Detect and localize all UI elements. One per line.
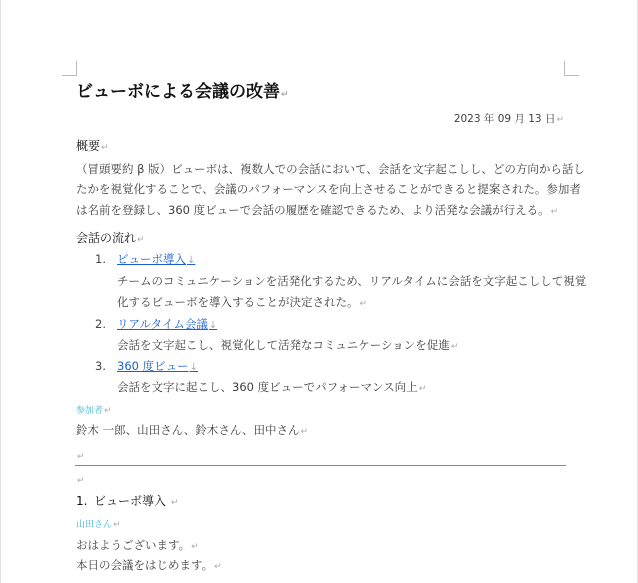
horizontal-rule — [75, 465, 566, 466]
summary-line[interactable]: は名前を登録し、360 度ビューで会話の履歴を確認できるため、より活発な会議が行える。 ↵ — [76, 205, 558, 217]
section-title: ビューボ導入 — [94, 494, 167, 508]
flow-link[interactable]: ビューボ導入 ↓ — [117, 252, 195, 266]
speaker-name[interactable]: 山田さん ↵ — [76, 521, 121, 530]
flow-desc[interactable]: 会話を文字起こし、視覚化して活発なコミュニケーションを促進 ↵ — [117, 340, 458, 352]
speech-line[interactable]: 本日の会議をはじめます。 ↵ — [76, 560, 222, 572]
empty-paragraph — [76, 470, 85, 486]
summary-line[interactable]: （冒頭要約 β 版）ビューボは、複数人での会話において、会話を文字起こしし、どの方向から話し — [76, 162, 585, 176]
flow-desc[interactable]: 化するビューボを導入することが決定された。 ↵ — [117, 297, 367, 309]
speech-line[interactable]: おはようございます。 ↵ — [76, 540, 199, 552]
flow-item-2 — [95, 319, 217, 331]
flow-heading[interactable]: 会話の流れ ↵ — [76, 232, 145, 245]
participants-list[interactable]: 鈴木 一郎、山田さん、鈴木さん、田中さん ↵ — [76, 425, 308, 437]
list-number: 1. — [95, 252, 106, 266]
participants-label[interactable]: 参加者 ↵ — [76, 407, 112, 416]
document-title[interactable]: ビューボによる会議の改善 ↵ — [76, 84, 289, 101]
crop-mark-top-left — [62, 61, 77, 76]
flow-item-1 — [95, 254, 195, 266]
document-date[interactable]: 2023 年 09 月 13 日 ↵ — [454, 114, 564, 125]
list-number: 2. — [95, 317, 106, 331]
section-heading[interactable] — [76, 495, 178, 508]
list-number: 3. — [95, 359, 106, 373]
section-number: 1. — [76, 494, 88, 508]
flow-desc[interactable]: チームのコミュニケーションを活発化するため、リアルタイムに会話を文字起こしして視覚 — [117, 274, 587, 288]
flow-link[interactable]: 360 度ビュー ↓ — [117, 359, 198, 373]
crop-mark-top-right — [564, 61, 579, 76]
flow-item-3 — [95, 361, 198, 373]
empty-paragraph — [76, 446, 85, 462]
flow-link[interactable]: リアルタイム会議 ↓ — [117, 317, 217, 331]
summary-heading[interactable]: 概要 ↵ — [76, 140, 109, 153]
summary-line[interactable]: たかを視覚化することで、会議のパフォーマンスを向上させることができると提案された。参加者 — [76, 182, 581, 196]
flow-desc[interactable]: 会話を文字に起こし、360 度ビューでパフォーマンス向上 ↵ — [117, 382, 426, 394]
